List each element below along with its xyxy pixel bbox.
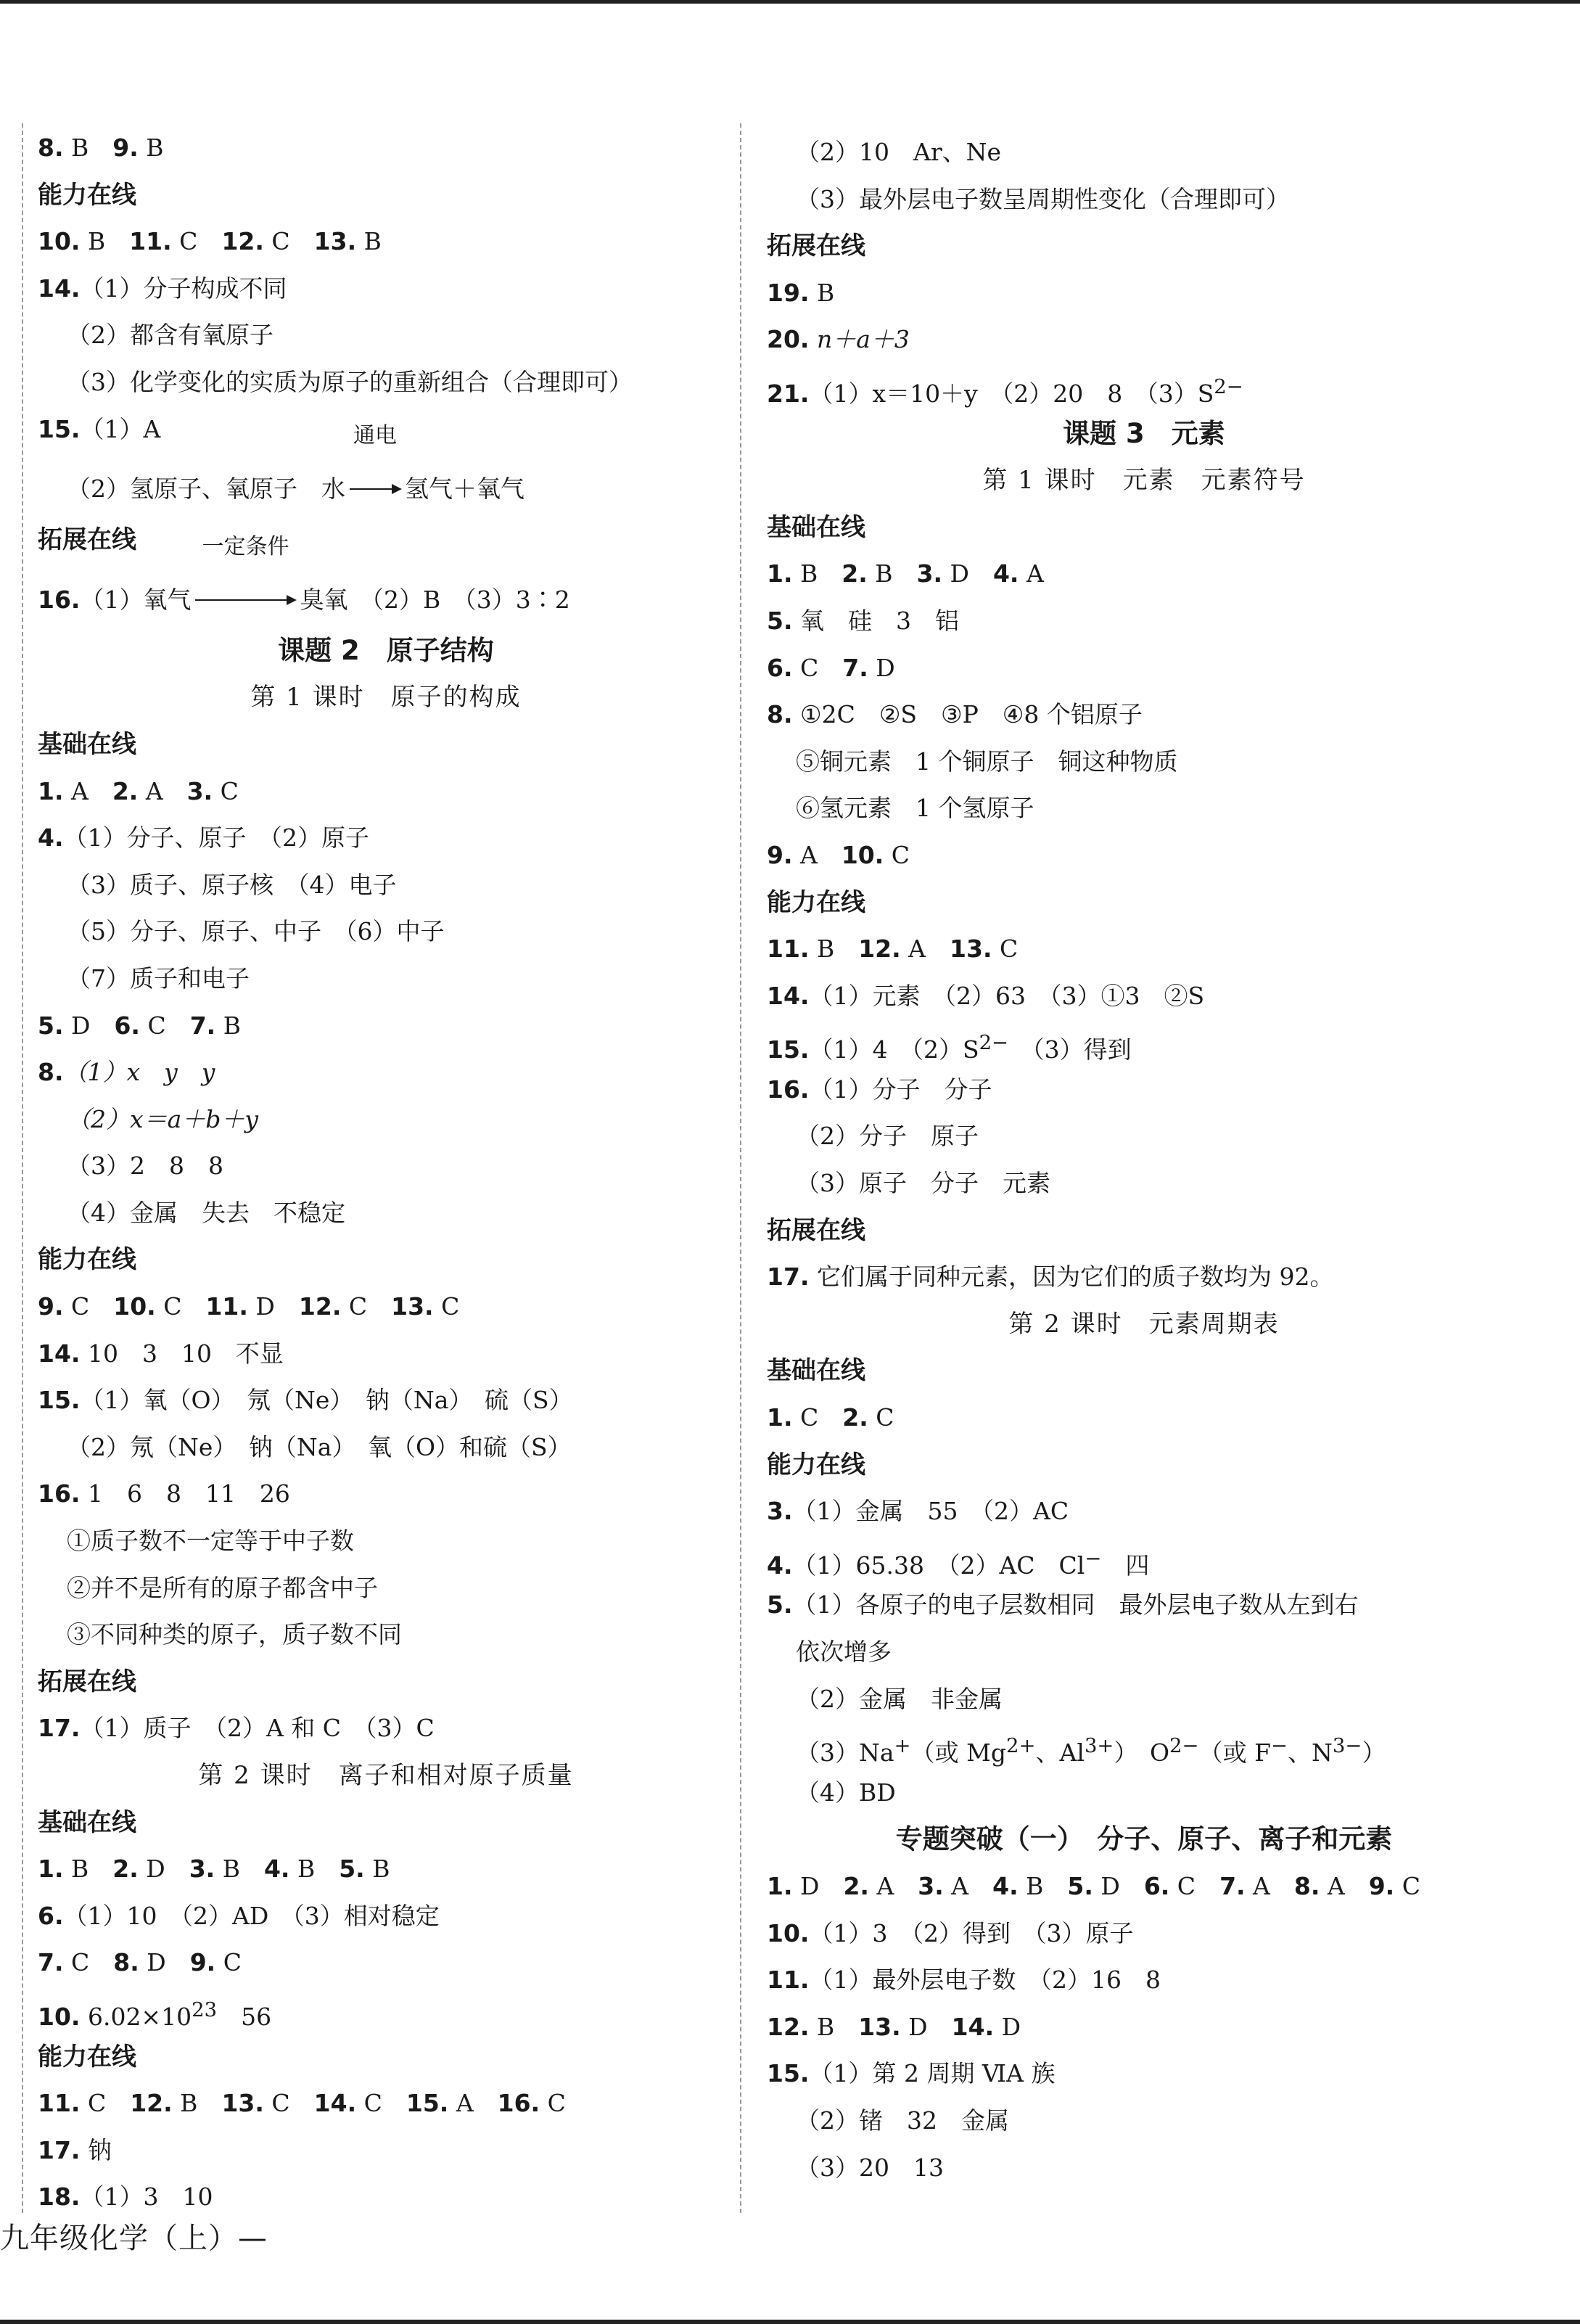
answer-line: 8. B 9. B: [38, 134, 164, 162]
answer-line: 11. C 12. B 13. C 14. C 15. A 16. C: [38, 2089, 566, 2118]
answer-line: 14. 10 3 10 不显: [38, 1339, 284, 1368]
answer-line: 14.（1）元素 （2）63 （3）①3 ②S: [767, 981, 1205, 1010]
column-divider: [740, 123, 741, 2213]
lesson-title: 课题 3 元素: [1063, 417, 1225, 449]
answer-line: 21.（1）x＝10＋y （2）20 8 $(3)S^{2-}$: [767, 374, 1243, 408]
section-heading: 能力在线: [38, 2042, 136, 2072]
answer-line: 15.（1）4 $(2)S^{2-}$ （3）得到: [767, 1031, 1132, 1064]
answer-line: （3）Na+（或 $Mg^{2+}$、$Al^{3+}$） $O^{2-}$（或 F−、$N^{3-}$）: [796, 1734, 1386, 1767]
answer-line: 9. A 10. C: [767, 840, 910, 869]
answer-line: ①质子数不一定等于中子数: [67, 1527, 354, 1556]
equation-line: 16.（1）氧气 一定条件 臭氧 （2）B （3）3∶2: [38, 564, 734, 628]
reaction-condition: 一定条件: [202, 533, 289, 559]
section-heading: 基础在线: [38, 1807, 136, 1837]
answer-line: （2）10 Ar、Ne: [796, 138, 1001, 166]
answer-line: 10. $6.02\times 10^{23}$ 56: [38, 1997, 272, 2031]
answer-line: 6. C 7. D: [767, 653, 895, 682]
answer-line: 3.（1）金属 55 （2）AC: [767, 1497, 1069, 1526]
reaction-arrow: [350, 423, 400, 525]
answer-line: 10.（1）3 （2）得到 （3）原子: [767, 1918, 1134, 1947]
answer-line: （2）氖（Ne） 钠（Na） 氧（O）和硫（S）: [67, 1432, 572, 1461]
bottom-edge: [0, 2320, 1580, 2324]
lesson-title: 专题突破（一） 分子、原子、离子和元素: [895, 1823, 1393, 1855]
lesson-subtitle: 第 1 课时 元素 元素符号: [982, 466, 1306, 496]
answer-line: （2）x＝a＋b＋y: [67, 1104, 259, 1133]
answer-line: ③不同种类的原子，质子数不同: [67, 1620, 402, 1649]
answer-line: （2）分子 原子: [796, 1122, 979, 1151]
answer-line: 11.（1）最外层电子数 （2）16 8: [767, 1966, 1161, 1995]
lesson-subtitle: 第 2 课时 离子和相对原子质量: [198, 1761, 574, 1790]
answer-line: 1. D 2. A 3. A 4. B 5. D 6. C 7. A 8. A 9. C: [767, 1871, 1420, 1900]
section-heading: 基础在线: [38, 729, 136, 759]
lesson-title: 课题 2 原子结构: [278, 634, 494, 666]
answer-line: 12. B 13. D 14. D: [767, 2012, 1021, 2041]
answer-line: 4.（1）65.38 （2）AC Cl− 四: [767, 1546, 1150, 1580]
lesson-subtitle: 第 2 课时 元素周期表: [1008, 1309, 1280, 1339]
answer-line: 6.（1）10 （2）AD （3）相对稳定: [38, 1901, 440, 1930]
answer-line: 17. 它们属于同种元素，因为它们的质子数均为 92。: [767, 1262, 1334, 1292]
answer-line: （3）2 8 8: [67, 1151, 223, 1181]
answer-line: 11. B 12. A 13. C: [767, 935, 1019, 964]
left-divider: [22, 123, 23, 2213]
answer-line: 10. B 11. C 12. C 13. B: [38, 227, 382, 256]
answer-line: 5. D 6. C 7. B: [38, 1011, 241, 1040]
answer-line: 16. 1 6 8 11 26: [38, 1479, 290, 1508]
answer-line: 15.（1）第 2 周期 ⅥA 族: [767, 2059, 1056, 2088]
answer-line: 5. 氧 硅 3 铝: [767, 606, 959, 635]
answer-line: 18.（1）3 10: [38, 2183, 213, 2212]
answer-line: 1. B 2. B 3. D 4. A: [767, 559, 1044, 588]
left-column: [38, 125, 734, 2221]
section-heading: 基础在线: [767, 1356, 865, 1386]
answer-line: 9. C 10. C 11. D 12. C 13. C: [38, 1292, 460, 1321]
answer-line: （2）都含有氧原子: [67, 321, 273, 350]
answer-line: 8. ①2C ②S ③P ④8 个铝原子: [767, 700, 1143, 729]
section-heading: 能力在线: [38, 180, 136, 210]
answer-line: 8.（1）x y y: [38, 1058, 215, 1087]
equation-line: （2）氢原子、氧原子 水 通电 氢气＋氧气: [38, 453, 734, 517]
answer-line: （5）分子、原子、中子 （6）中子: [67, 917, 445, 946]
answer-line: （3）化学变化的实质为原子的重新组合（合理即可）: [67, 367, 633, 396]
answer-line: 7. C 8. D 9. C: [38, 1948, 242, 1977]
answer-line: 17. 钠: [38, 2135, 112, 2164]
answer-line: 16.（1）分子 分子: [767, 1075, 992, 1104]
answer-line: 4.（1）分子、原子 （2）原子: [38, 824, 369, 853]
answer-line: ⑥氢元素 1 个氢原子: [796, 794, 1034, 823]
answer-line: ⑤铜元素 1 个铜原子 铜这种物质: [796, 747, 1178, 776]
section-heading: 能力在线: [38, 1245, 136, 1275]
answer-line: （3）原子 分子 元素: [796, 1169, 1050, 1198]
answer-line: 依次增多: [796, 1638, 892, 1666]
answer-line: （4）金属 失去 不稳定: [67, 1198, 345, 1227]
lesson-subtitle: 第 1 课时 原子的构成: [250, 683, 522, 713]
answer-line: 1. C 2. C: [767, 1403, 894, 1432]
answer-line: 14.（1）分子构成不同: [38, 274, 287, 303]
answer-line: （2）锗 32 金属: [796, 2106, 1009, 2135]
section-heading: 拓展在线: [767, 231, 865, 261]
section-heading: 能力在线: [767, 887, 865, 917]
answer-line: ②并不是所有的原子都含中子: [67, 1573, 378, 1602]
section-heading: 拓展在线: [38, 525, 136, 555]
answer-line: （3）最外层电子数呈周期性变化（合理即可）: [796, 184, 1290, 213]
answer-line: 15.（1）氧（O） 氖（Ne） 钠（Na） 硫（S）: [38, 1386, 573, 1415]
section-heading: 基础在线: [767, 512, 865, 542]
right-column: [767, 129, 1521, 2191]
section-heading: 拓展在线: [38, 1667, 136, 1696]
section-heading: 能力在线: [767, 1450, 865, 1479]
page-footer: 九年级化学（上）—: [0, 2222, 268, 2255]
answer-line: 15.（1）A: [38, 414, 161, 443]
top-edge: [0, 0, 1580, 4]
answer-line: （4）BD: [796, 1778, 896, 1807]
answer-line: （7）质子和电子: [67, 964, 250, 993]
answer-line: 1. B 2. D 3. B 4. B 5. B: [38, 1855, 390, 1884]
reaction-arrow: [195, 533, 295, 636]
answer-line: 5.（1）各原子的电子层数相同 最外层电子数从左到右: [767, 1590, 1359, 1619]
answer-line: （3）质子、原子核 （4）电子: [67, 870, 397, 899]
answer-line: 17.（1）质子 （2）A 和 C （3）C: [38, 1714, 435, 1743]
reaction-condition: 通电: [353, 423, 397, 449]
answer-line: 20. n＋a＋3: [767, 325, 910, 354]
answer-line: 19. B: [767, 278, 835, 307]
answer-line: （3）20 13: [796, 2153, 944, 2182]
section-heading: 拓展在线: [767, 1215, 865, 1245]
answer-line: （2）金属 非金属: [796, 1684, 1003, 1713]
answer-line: 1. A 2. A 3. C: [38, 776, 239, 805]
